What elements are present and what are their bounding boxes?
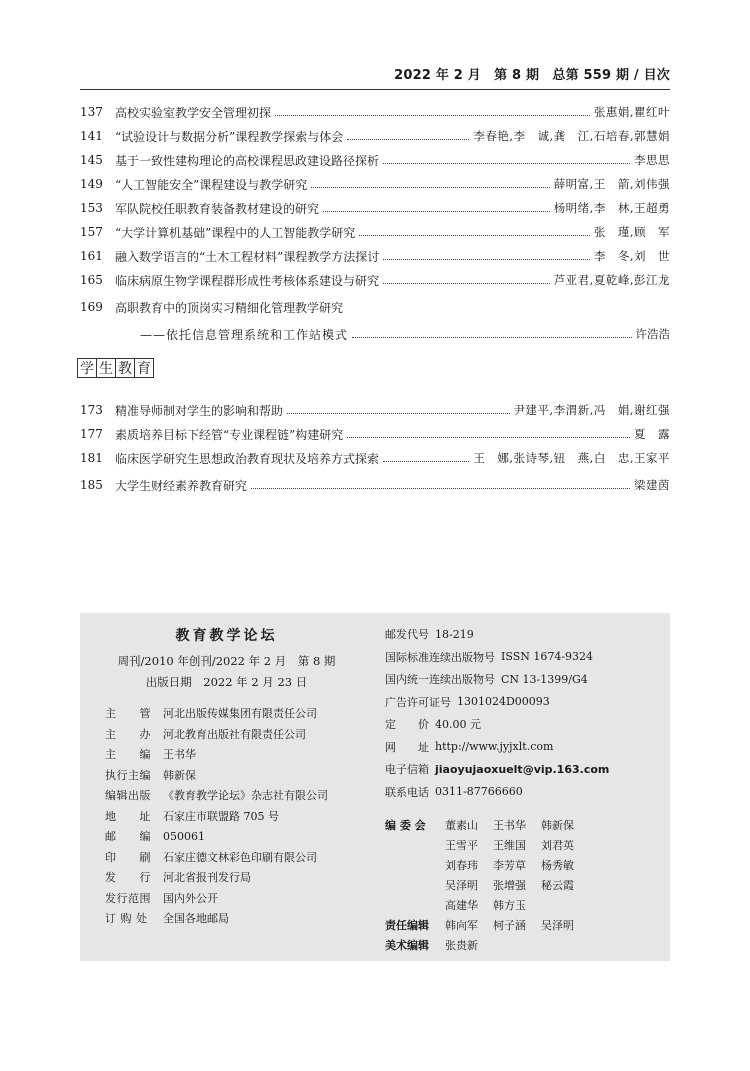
- info-field-value: jiaoyujaoxuelt@vip.163.com: [435, 762, 610, 776]
- committee-row: [385, 875, 670, 895]
- toc-authors: 李春艳,李 诚,龚 江,石培春,郭慧娟: [473, 129, 670, 143]
- committee-member: 李芳草: [493, 859, 526, 872]
- toc-entry[interactable]: [80, 292, 670, 322]
- toc-leader-dots: [383, 281, 550, 284]
- toc-authors: 王 娜,张诗琴,钮 燕,白 忠,王家平: [473, 451, 670, 465]
- toc-article-title: “人工智能安全”课程建设与教学研究: [115, 177, 308, 192]
- info-field-value: 河北出版传媒集团有限责任公司: [163, 707, 317, 721]
- info-field: [385, 713, 670, 736]
- info-field-value: 王书华: [163, 748, 196, 762]
- info-field-label: 主 编: [105, 748, 151, 762]
- info-field: [105, 888, 328, 909]
- publication-date: 出版日期 2022 年 2 月 23 日: [145, 675, 308, 689]
- committee-member: 王维国: [493, 839, 526, 852]
- toc-entry[interactable]: [80, 196, 670, 220]
- art-editor-label: 美术编辑: [385, 939, 429, 952]
- toc-article-title: 高校实验室教学安全管理初探: [115, 105, 272, 120]
- committee-member: 刘春玮: [445, 859, 478, 872]
- committee-names: [445, 857, 589, 873]
- info-field: [385, 781, 670, 804]
- toc-page-number: 153: [80, 201, 103, 215]
- toc-leader-dots: [359, 233, 590, 236]
- responsible-editors-name: 韩向军: [445, 919, 478, 932]
- toc-page-number: 181: [80, 451, 103, 465]
- info-field: [385, 758, 670, 781]
- toc-page-number: 161: [80, 249, 103, 263]
- toc-leader-dots: [383, 459, 469, 462]
- toc-page-number: 165: [80, 273, 103, 287]
- toc-page-number: 169: [80, 300, 103, 314]
- toc-authors: 梁建茵: [634, 478, 670, 492]
- responsible-editors-name: 柯子涵: [493, 919, 526, 932]
- info-right-fields: [385, 623, 670, 803]
- section-label-char: 育: [134, 358, 154, 378]
- info-field-label: 定 价: [385, 718, 429, 732]
- info-field-label: 国内统一连续出版物号: [385, 673, 495, 687]
- toc-leader-dots: [311, 185, 549, 188]
- info-field: [385, 623, 670, 646]
- toc-leader-dots: [347, 137, 469, 140]
- responsible-editors-name: 吴泽明: [541, 919, 574, 932]
- info-field-label: 联系电话: [385, 785, 429, 799]
- info-field-label: 网 址: [385, 740, 429, 754]
- committee-row: [385, 835, 670, 855]
- section-label-char: 生: [96, 358, 116, 378]
- info-field-label: 发行范围: [105, 891, 151, 905]
- toc-authors: 李思思: [634, 153, 670, 167]
- info-field-label: 订 购 处: [105, 912, 148, 926]
- committee-row: [385, 815, 670, 835]
- header-rule: [80, 89, 670, 90]
- info-field-value: 1301024D00093: [457, 695, 550, 709]
- info-field: [105, 867, 328, 888]
- committee-member: 刘君英: [541, 839, 574, 852]
- info-field-label: 编辑出版: [105, 789, 151, 803]
- toc-entry[interactable]: [80, 100, 670, 124]
- toc-entry[interactable]: [80, 220, 670, 244]
- section-label-char: 学: [77, 358, 97, 378]
- toc-page-number: 173: [80, 403, 103, 417]
- toc-entry[interactable]: [80, 446, 670, 470]
- info-field-label: 主 管: [105, 707, 151, 721]
- info-field-value: 40.00 元: [435, 718, 481, 732]
- toc-page-number: 157: [80, 225, 103, 239]
- section-label-student-education: [77, 358, 153, 378]
- committee-names: [445, 817, 589, 833]
- toc-authors: 张 瑾,顾 军: [593, 225, 670, 239]
- info-field: [105, 785, 328, 806]
- info-field-value: 0311-87766660: [435, 785, 523, 799]
- toc-page-number: 141: [80, 129, 103, 143]
- toc-entry[interactable]: [80, 268, 670, 292]
- info-field-label: 邮 编: [105, 830, 151, 844]
- info-field-label: 邮发代号: [385, 628, 429, 642]
- toc-article-title: 精准导师制对学生的影响和帮助: [115, 403, 284, 418]
- toc-article-title: “大学计算机基础”课程中的人工智能教学研究: [115, 225, 356, 240]
- info-field: [105, 765, 328, 786]
- info-field-label: 广告许可证号: [385, 695, 451, 709]
- toc-article-title: 军队院校任职教育装备教材建设的研究: [115, 201, 320, 216]
- toc-authors: 夏 露: [634, 427, 670, 441]
- toc-authors: 杨明绪,李 林,王超勇: [553, 201, 670, 215]
- info-field: [105, 703, 328, 724]
- info-field-label: 发 行: [105, 871, 151, 885]
- info-field-value: 韩新保: [163, 768, 196, 782]
- info-field: [105, 806, 328, 827]
- info-field-value: 18-219: [435, 627, 474, 641]
- magazine-title: 教育教学论坛: [175, 628, 278, 644]
- toc-authors: 薛明富,王 箭,刘伟强: [553, 177, 670, 191]
- info-field-value: 全国各地邮局: [163, 912, 229, 926]
- toc-page-number: 145: [80, 153, 103, 167]
- info-field-value: ISSN 1674-9324: [501, 650, 594, 664]
- info-field-label: 国际标准连续出版物号: [385, 650, 495, 664]
- committee-row: [385, 855, 670, 875]
- toc-authors: 张惠娟,瞿红叶: [593, 105, 670, 119]
- issue-header: 2022 年 2 月 第 8 期 总第 559 期 / 目次: [394, 68, 670, 83]
- art-editor-names: [445, 937, 493, 953]
- info-field-value: CN 13-1399/G4: [501, 672, 588, 686]
- info-field-value: 石家庄市联盟路 705 号: [163, 809, 279, 823]
- info-left-fields: [105, 703, 328, 929]
- info-field-value: 国内外公开: [163, 891, 218, 905]
- toc-authors: 尹建平,李渭新,冯 娟,谢红强: [513, 403, 670, 417]
- info-field: [385, 668, 670, 691]
- info-field-value: 河北省报刊发行局: [163, 871, 251, 885]
- committee-member: 董素山: [445, 819, 478, 832]
- toc-article-title: 素质培养目标下经管“专业课程链”构建研究: [115, 427, 344, 442]
- section-label-char: 教: [115, 358, 135, 378]
- info-field: [385, 646, 670, 669]
- toc-page-number: 185: [80, 478, 103, 492]
- toc-top-list: [80, 100, 670, 346]
- committee-member: 王雪平: [445, 839, 478, 852]
- toc-entry[interactable]: [80, 470, 670, 500]
- info-field: [105, 724, 328, 745]
- editorial-committee: [385, 815, 670, 955]
- toc-entry[interactable]: [80, 398, 670, 422]
- responsible-editors-row: [385, 915, 670, 935]
- toc-authors: 芦亚君,夏乾峰,彭江龙: [553, 273, 670, 287]
- art-editor-row: [385, 935, 670, 955]
- info-field-value: 石家庄德文林彩色印刷有限公司: [163, 850, 317, 864]
- toc-article-title: “试验设计与数据分析”课程教学探索与体会: [115, 129, 344, 144]
- committee-names: [445, 837, 589, 853]
- toc-leader-dots: [287, 411, 510, 414]
- toc-entry[interactable]: [80, 124, 670, 148]
- info-field-label: 电子信箱: [385, 763, 429, 777]
- responsible-editors-label: 责任编辑: [385, 919, 429, 932]
- info-field-value: 050061: [163, 829, 205, 843]
- committee-label: 编 委 会: [385, 819, 426, 832]
- info-field-label: 地 址: [105, 809, 151, 823]
- committee-member: 秘云霞: [541, 879, 574, 892]
- toc-leader-dots: [251, 486, 630, 489]
- committee-member: 张增强: [493, 879, 526, 892]
- committee-member: 杨秀敏: [541, 859, 574, 872]
- toc-article-title: 临床医学研究生思想政治教育现状及培养方式探索: [115, 451, 380, 466]
- info-field-label: 主 办: [105, 727, 151, 741]
- toc-article-title: 高职教育中的顶岗实习精细化管理教学研究: [115, 300, 344, 315]
- committee-member: 吴泽明: [445, 879, 478, 892]
- toc-leader-dots: [275, 113, 590, 116]
- toc-student-list: [80, 398, 670, 500]
- toc-page-number: 137: [80, 105, 103, 119]
- toc-authors: 李 冬,刘 世: [593, 249, 670, 263]
- info-field-value: http://www.jyjxlt.com: [435, 740, 554, 754]
- toc-entry[interactable]: [80, 148, 670, 172]
- info-field: [105, 826, 328, 847]
- toc-page-number: 177: [80, 427, 103, 441]
- toc-article-title: 融入数学语言的“土木工程材料”课程教学方法探讨: [115, 249, 380, 264]
- info-field: [105, 908, 328, 929]
- info-field: [105, 744, 328, 765]
- publication-info-box: [80, 613, 670, 961]
- toc-entry[interactable]: [80, 172, 670, 196]
- toc-entry[interactable]: [80, 244, 670, 268]
- committee-names: [445, 877, 589, 893]
- info-field-value: 河北教育出版社有限责任公司: [163, 727, 306, 741]
- art-editor-name: 张贵新: [445, 939, 478, 952]
- info-field: [385, 736, 670, 759]
- toc-article-title: 临床病原生物学课程群形成性考核体系建设与研究: [115, 273, 380, 288]
- toc-page-number: 149: [80, 177, 103, 191]
- toc-article-title: 大学生财经素养教育研究: [115, 478, 248, 493]
- info-field-label: 执行主编: [105, 768, 151, 782]
- toc-article-title: 基于一致性建构理论的高校课程思政建设路径探析: [115, 153, 380, 168]
- committee-row: [385, 895, 670, 915]
- toc-leader-dots: [383, 161, 630, 164]
- info-field: [385, 691, 670, 714]
- info-field-value: 《教育教学论坛》杂志社有限公司: [163, 789, 328, 803]
- info-field-label: 印 刷: [105, 850, 151, 864]
- toc-article-subtitle: ——依托信息管理系统和工作站模式: [140, 327, 349, 342]
- info-right-column: [385, 623, 670, 955]
- toc-leader-dots: [352, 335, 631, 338]
- info-field: [105, 847, 328, 868]
- toc-entry-subtitle[interactable]: [80, 322, 670, 346]
- info-left-column: [80, 613, 373, 961]
- toc-entry[interactable]: [80, 422, 670, 446]
- committee-names: [445, 897, 541, 913]
- toc-leader-dots: [383, 257, 590, 260]
- committee-member: 王书华: [493, 819, 526, 832]
- toc-authors: 许浩浩: [635, 327, 670, 341]
- committee-member: 韩新保: [541, 819, 574, 832]
- toc-leader-dots: [347, 435, 630, 438]
- committee-member: 韩方玉: [493, 899, 526, 912]
- toc-leader-dots: [323, 209, 550, 212]
- committee-member: 高建华: [445, 899, 478, 912]
- frequency-line: 周刊/2010 年创刊/2022 年 2 月 第 8 期: [117, 654, 336, 668]
- responsible-editors-names: [445, 917, 589, 933]
